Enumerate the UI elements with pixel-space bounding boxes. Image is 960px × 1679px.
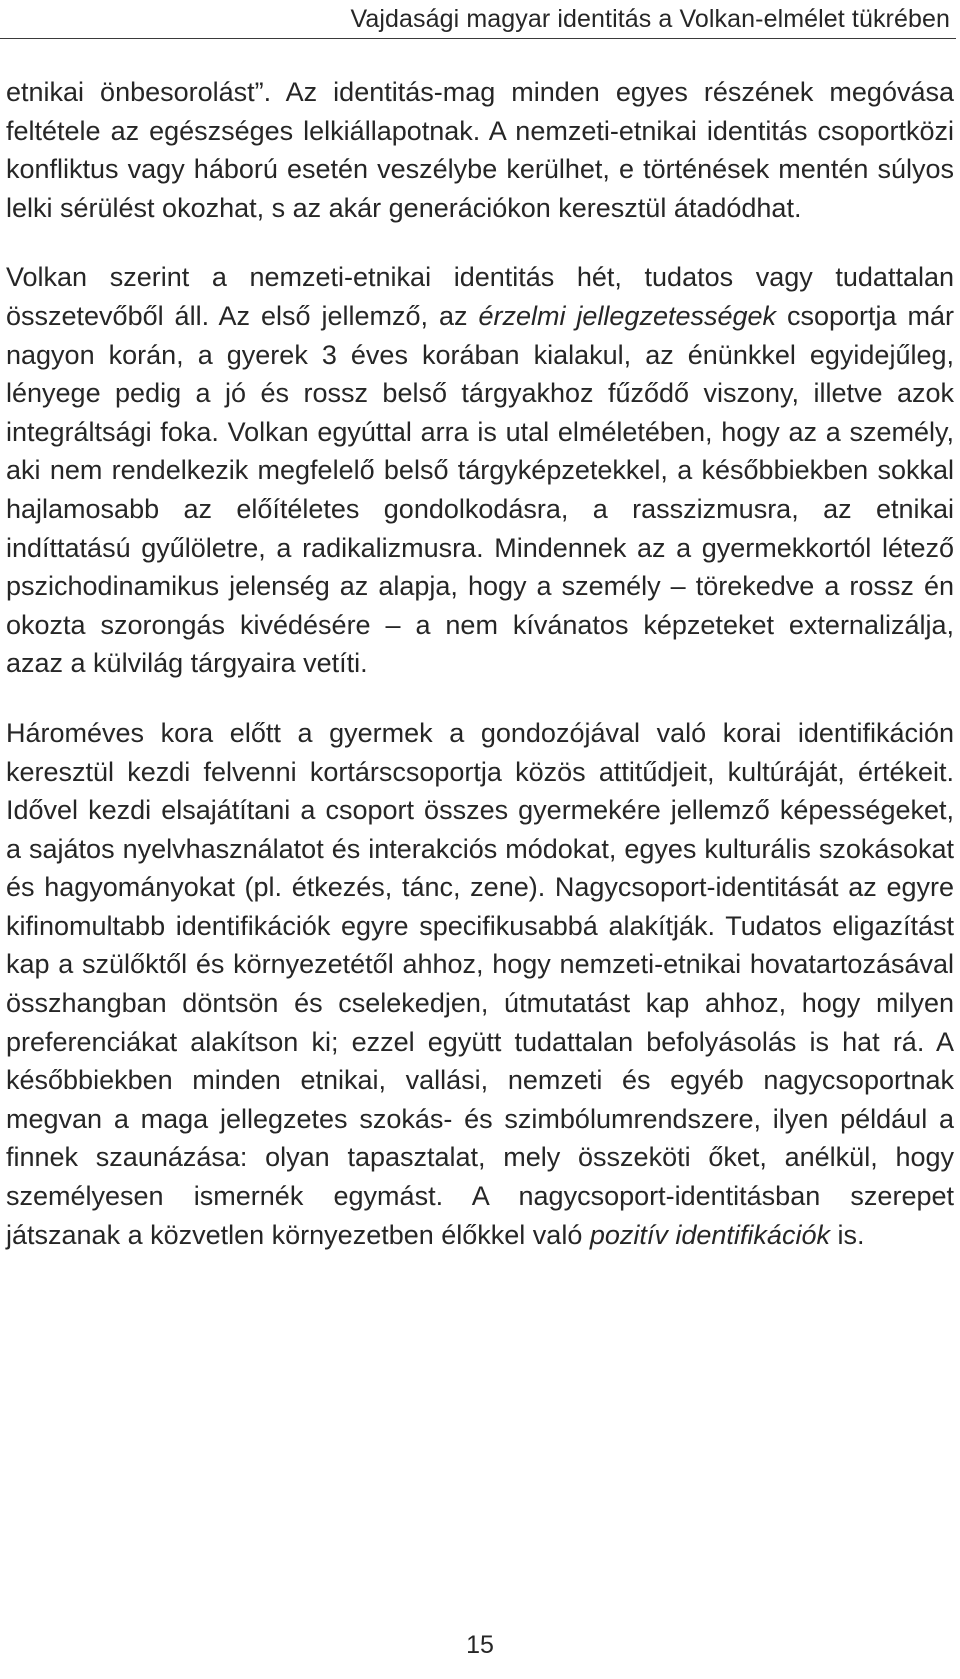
paragraph-2-text-rest: csoportja már nagyon korán, a gyerek 3 éves korában kialakul, az énünkkel egyidejűleg, lényege pedig a jó és rossz belső tárgyakhoz fűződő viszony, illetve azok integráltsági foka. Volkan egyúttal arra is utal elméletében, hogy az a személy, aki nem rendelkezik megfelelő belső tárgyképzetekkel, a későbbiekben sokkal hajlamosabb az előítéletes gondolkodásra, a rasszizmusra, az etnikai indíttatású gyűlöletre, a radikalizmusra. Mindennek az a gyermekkortól létező pszichodinamikus jelenség az alapja, hogy a személy – törekedve a rossz én okozta szorongás kivédésére – a nem kívánatos képzeteket externalizálja, azaz a külvilág tárgyaira vetíti. [6,300,954,679]
paragraph-2 [6,258,954,683]
paragraph-3 [6,714,954,1254]
paragraph-1 [6,73,954,227]
paragraph-3-text-end: is. [829,1219,865,1250]
page-number: 15 [466,1631,494,1659]
running-header [0,0,960,39]
running-title: Vajdasági magyar identitás a Volkan-elmélet tükrében [350,5,950,33]
body-text [6,73,954,1254]
header-rule [0,38,956,39]
paragraph-1-text: etnikai önbesorolást”. Az identitás-mag minden egyes részének megóvása feltétele az egészséges lelkiállapotnak. A nemzeti-etnikai identitás csoportközi konfliktus vagy háború esetén veszélybe kerülhet, e történések mentén súlyos lelki sérülést okozhat, s az akár generációkon keresztül átadódhat. [6,77,954,223]
italic-term-emotional-traits: érzelmi jellegzetességek [478,300,777,331]
italic-term-positive-identifications: pozitív identifikációk [589,1219,830,1250]
paragraph-2-text-start: Volkan szerint a nemzeti-etnikai identitás hét, tudatos vagy tudattalan összetevőből áll. Az első jellemző, az [6,262,954,331]
paragraph-3-text: Hároméves kora előtt a gyermek a gondozójával való korai identifikáción keresztül kezdi felvenni kortárscsoportja közös attitűdjeit, kultúráját, értékeit. Idővel kezdi elsajátítani a csoport összes gyermekére jellemző képességeket, a sajátos nyelvhasználatot és interakciós módokat, egyes kulturális szokásokat és hagyományokat (pl. étkezés, tánc, zene). Nagycsoport-identitását az egyre kifinomultabb identifikációk egyre specifikusabbá alakítják. Tudatos eligazítást kap a szülőktől és környezetétől ahhoz, hogy nemzeti-etnikai hovatartozásával összhangban döntsön és cselekedjen, útmutatást kap ahhoz, hogy milyen preferenciákat alakítson ki; ezzel együtt tudattalan befolyásolás is hat rá. A későbbiekben minden etnikai, vallási, nemzeti és egyéb nagycsoportnak megvan a maga jellegzetes szokás- és szimbólumrendszere, ilyen például a finnek szaunázása: olyan tapasztalat, mely összeköti őket, anélkül, hogy személyesen ismernék egymást. A nagycsoport-identitásban szerepet játszanak a közvetlen környezetben élőkkel való [6,717,954,1250]
